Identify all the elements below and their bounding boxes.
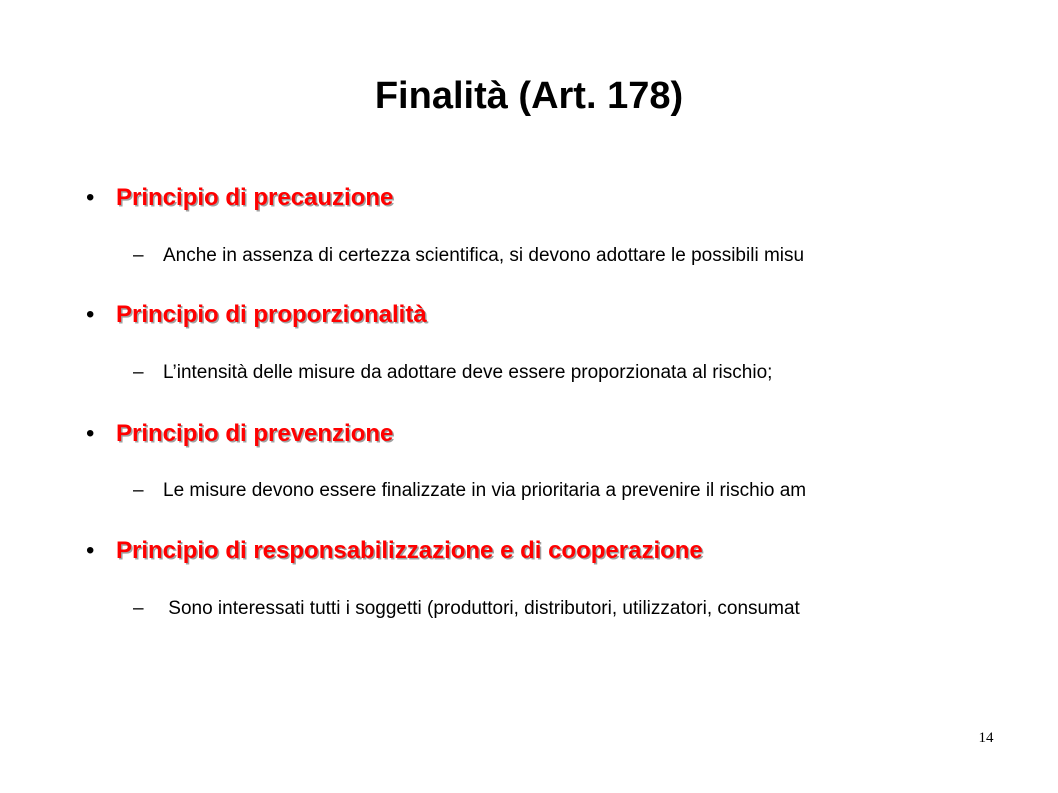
- sub-item-responsabilizzazione: [133, 595, 1058, 623]
- bullet-item-prevenzione: [86, 417, 1058, 451]
- sub-item-text: Anche in assenza di certezza scientifica, si devono adottare le possibili misu: [163, 245, 805, 266]
- dash-icon: –: [133, 245, 144, 266]
- dash-icon: –: [133, 598, 144, 619]
- sub-item-precauzione: [133, 242, 1058, 270]
- bullet-heading: Principio di prevenzione: [116, 420, 394, 447]
- sub-item-prevenzione: [133, 477, 1058, 505]
- sub-item-text: L’intensità delle misure da adottare deve essere proporzionata al rischio;: [163, 362, 773, 383]
- bullet-icon: •: [86, 420, 95, 447]
- bullet-heading: Principio di proporzionalità: [116, 301, 427, 328]
- sub-item-text: Sono interessati tutti i soggetti (produttori, distributori, utilizzatori, consumat: [163, 598, 800, 619]
- bullet-icon: •: [86, 537, 95, 564]
- bullet-item-responsabilizzazione: [86, 534, 1058, 568]
- bullet-item-proporzionalita: [86, 298, 1058, 332]
- dash-icon: –: [133, 480, 144, 501]
- bullet-heading: Principio di responsabilizzazione e di cooperazione: [116, 537, 703, 564]
- sub-item-text: Le misure devono essere finalizzate in via prioritaria a prevenire il rischio am: [163, 480, 807, 501]
- bullet-heading: Principio di precauzione: [116, 184, 394, 211]
- bullet-icon: •: [86, 184, 95, 211]
- page-number: 14: [978, 730, 994, 746]
- bullet-item-precauzione: [86, 181, 1058, 215]
- sub-item-proporzionalita: [133, 359, 1058, 387]
- bullet-icon: •: [86, 301, 95, 328]
- dash-icon: –: [133, 362, 144, 383]
- slide-title: Finalità (Art. 178): [374, 75, 684, 117]
